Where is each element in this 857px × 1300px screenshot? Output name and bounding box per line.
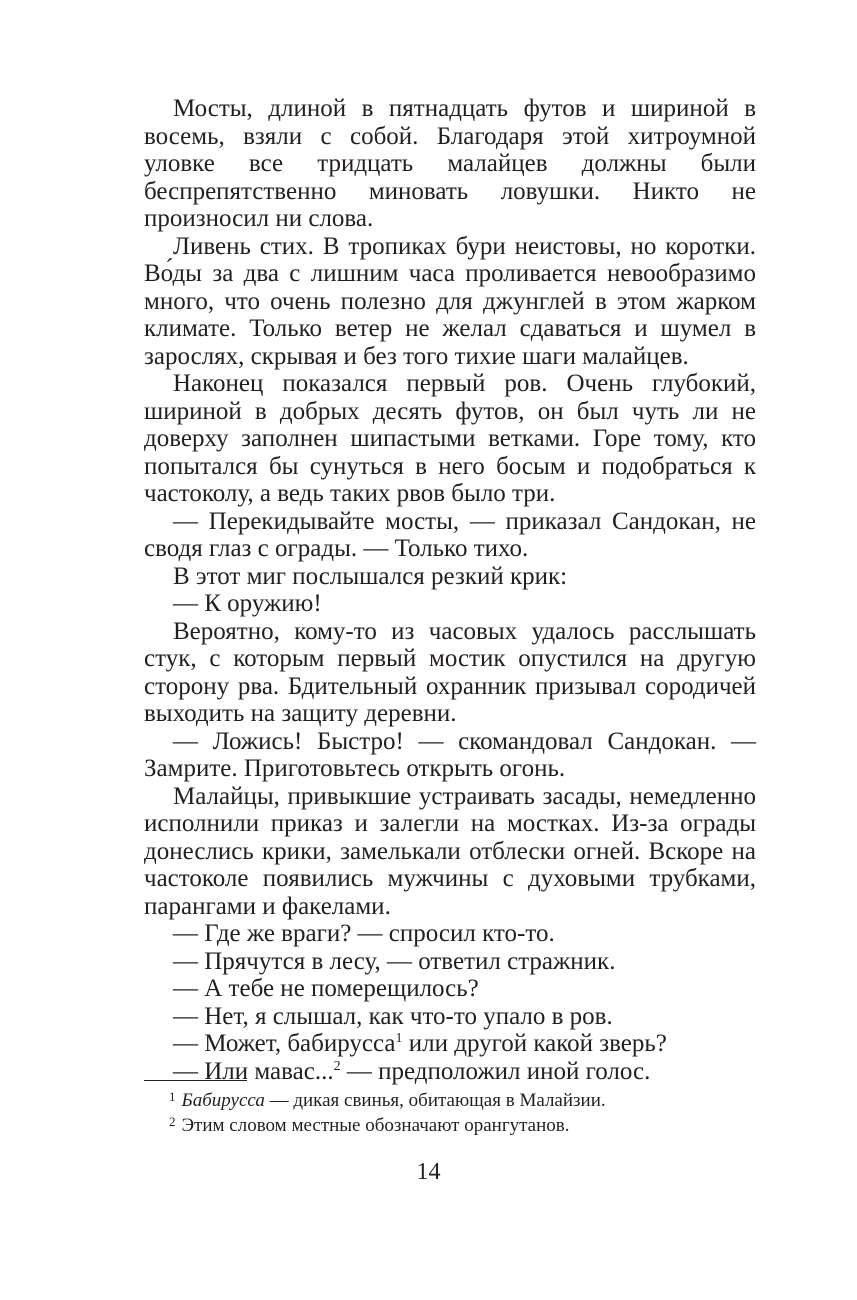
- footnotes: [144, 1088, 756, 1138]
- paragraph: — Нет, я слышал, как что-то упало в ров.: [173, 1002, 613, 1030]
- paragraph: Наконец показался первый ров. Очень глубокий, шириной в добрых десять футов, он был чуть ли не доверху заполнен шипастыми ветками. Горе тому, кто попытался бы сунуться в него босым и подобраться к частоколу, а ведь таких рвов было три.: [144, 370, 756, 507]
- paragraph: Малайцы, привыкшие устраивать засады, немедленно исполнили приказ и залегли на мостках. Из-за ограды донеслись крики, замелькали отблески огней. Вскоре на частоколе появились мужчины с духовыми трубками, парангами и факелами.: [144, 782, 756, 920]
- paragraph-with-footnote-1: [144, 1030, 756, 1058]
- text-run: — Может, бабирусса: [173, 1030, 396, 1057]
- footnote-mark: 2: [169, 1114, 176, 1129]
- paragraph: Ливень стих. В тропиках бури неистовы, но коротки. Во́ды за два с лишним часа проливается невообразимо много, что очень полезно для джунглей в этом жарком климате. Только ветер не желал сдаваться и шумел в зарослях, скрывая и без того тихие шаги малайцев.: [144, 232, 756, 370]
- text-run: — предположил иной голос.: [340, 1057, 651, 1085]
- footnote-2: [144, 1113, 756, 1138]
- paragraph: — Перекидывайте мосты, — приказал Сандокан, не сводя глаз с ограды. — Только тихо.: [144, 507, 756, 562]
- paragraph: В этот миг послышался резкий крик:: [173, 562, 568, 590]
- paragraph: — К оружию!: [173, 590, 322, 617]
- footnote-reference-2[interactable]: 2: [333, 1058, 341, 1074]
- paragraph: — Где же враги? — спросил кто-то.: [173, 920, 555, 947]
- paragraph: — А тебе не померещилось?: [173, 975, 479, 1002]
- paragraph: Вероятно, кому-то из часовых удалось расслышать стук, с которым первый мостик опустился на другую сторону рва. Бдительный охранник призывал сородичей выходить на защиту деревни.: [144, 617, 756, 727]
- footnote-mark: 1: [169, 1089, 176, 1104]
- footnote-1: [144, 1088, 756, 1113]
- page-number: 14: [416, 1159, 441, 1185]
- paragraph: Мосты, длиной в пятнадцать футов и шириной в восемь, взяли с собой. Благодаря этой хитроумной уловке все тридцать малайцев должны были беспрепятственно миновать ловушки. Никто не произносил ни слова.: [144, 95, 756, 232]
- text-run: или другой какой зверь?: [402, 1030, 667, 1057]
- paragraph: — Прячутся в лесу, — ответил стражник.: [173, 947, 616, 975]
- footnote-divider: [144, 1080, 247, 1081]
- main-text: [144, 95, 756, 1085]
- footnote-reference-1[interactable]: 1: [395, 1031, 403, 1046]
- paragraph: — Ложись! Быстро! — скомандовал Сандокан. — Замрите. Приготовьтесь открыть огонь.: [144, 727, 756, 782]
- footnote-text: Этим словом местные обозначают орангутанов.: [181, 1115, 570, 1136]
- text-run: — Или мавас...: [173, 1057, 334, 1085]
- footnote-term: Бабирусса: [181, 1090, 265, 1111]
- footnote-text: — дикая свинья, обитающая в Малайзии.: [264, 1090, 606, 1111]
